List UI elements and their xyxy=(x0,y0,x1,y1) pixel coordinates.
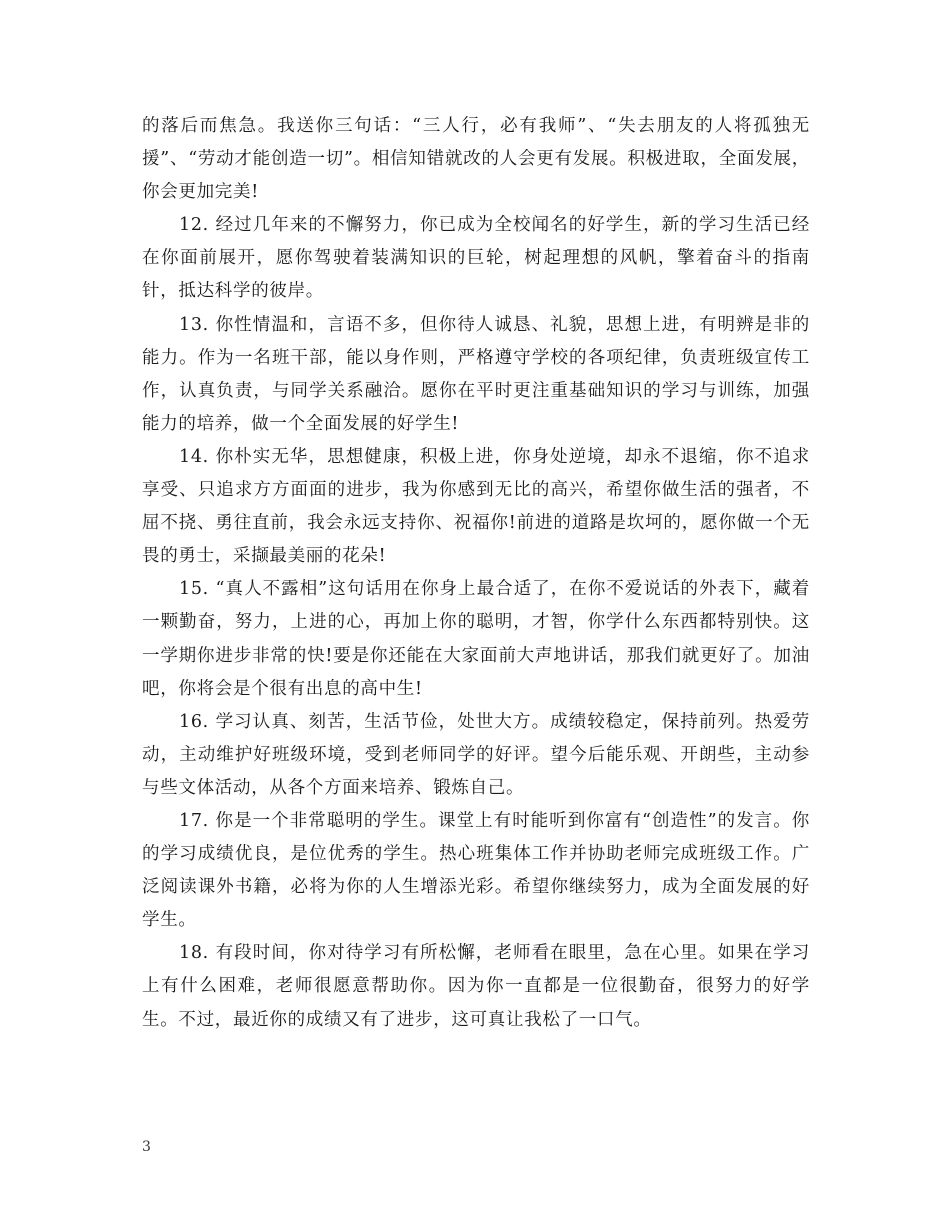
paragraph-item-12: 12. 经过几年来的不懈努力，你已成为全校闻名的好学生，新的学习生活已经在你面前展开，愿你驾驶着装满知识的巨轮，树起理想的风帆，擎着奋斗的指南针，抵达科学的彼岸。 xyxy=(142,215,810,302)
paragraph-item-16: 16. 学习认真、刻苦，生活节俭，处世大方。成绩较稳定，保持前列。热爱劳动，主动维护好班级环境，受到老师同学的好评。望今后能乐观、开朗些，主动参与些文体活动，从各个方面来培养、锻炼自己。 xyxy=(142,711,810,798)
paragraph-item-15: 15. “真人不露相”这句话用在你身上最合适了，在你不爱说话的外表下，藏着一颗勤奋，努力，上进的心，再加上你的聪明，才智，你学什么东西都特别快。这一学期你进步非常的快!要是你还能在大家面前大声地讲话，那我们就更好了。加油吧，你将会是个很有出息的高中生! xyxy=(142,579,810,699)
paragraph-item-14: 14. 你朴实无华，思想健康，积极上进，你身处逆境，却永不退缩，你不追求享受、只追求方方面面的进步，我为你感到无比的高兴，希望你做生活的强者，不屈不挠、勇往直前，我会永远支持你、祝福你!前进的道路是坎坷的，愿你做一个无畏的勇士，采撷最美丽的花朵! xyxy=(142,446,810,567)
page-number: 3 xyxy=(142,1139,151,1155)
paragraph-item-18: 18. 有段时间，你对待学习有所松懈，老师看在眼里，急在心里。如果在学习上有什么困难，老师很愿意帮助你。因为你一直都是一位很勤奋，很努力的好学生。不过，最近你的成绩又有了进步，这可真让我松了一口气。 xyxy=(142,943,810,1030)
body-text xyxy=(142,110,810,1037)
paragraph-item-17: 17. 你是一个非常聪明的学生。课堂上有时能听到你富有“创造性”的发言。你的学习成绩优良，是位优秀的学生。热心班集体工作并协助老师完成班级工作。广泛阅读课外书籍，必将为你的人生增添光彩。希望你继续努力，成为全面发展的好学生。 xyxy=(142,810,810,931)
paragraph-continuation: 的落后而焦急。我送你三句话：“三人行，必有我师”、“失去朋友的人将孤独无援”、“劳动才能创造一切”。相信知错就改的人会更有发展。积极进取，全面发展，你会更加完美! xyxy=(142,116,810,203)
paragraph-item-13: 13. 你性情温和，言语不多，但你待人诚恳、礼貌，思想上进，有明辨是非的能力。作为一名班干部，能以身作则，严格遵守学校的各项纪律，负责班级宣传工作，认真负责，与同学关系融洽。愿你在平时更注重基础知识的学习与训练，加强能力的培养，做一个全面发展的好学生! xyxy=(142,314,810,434)
